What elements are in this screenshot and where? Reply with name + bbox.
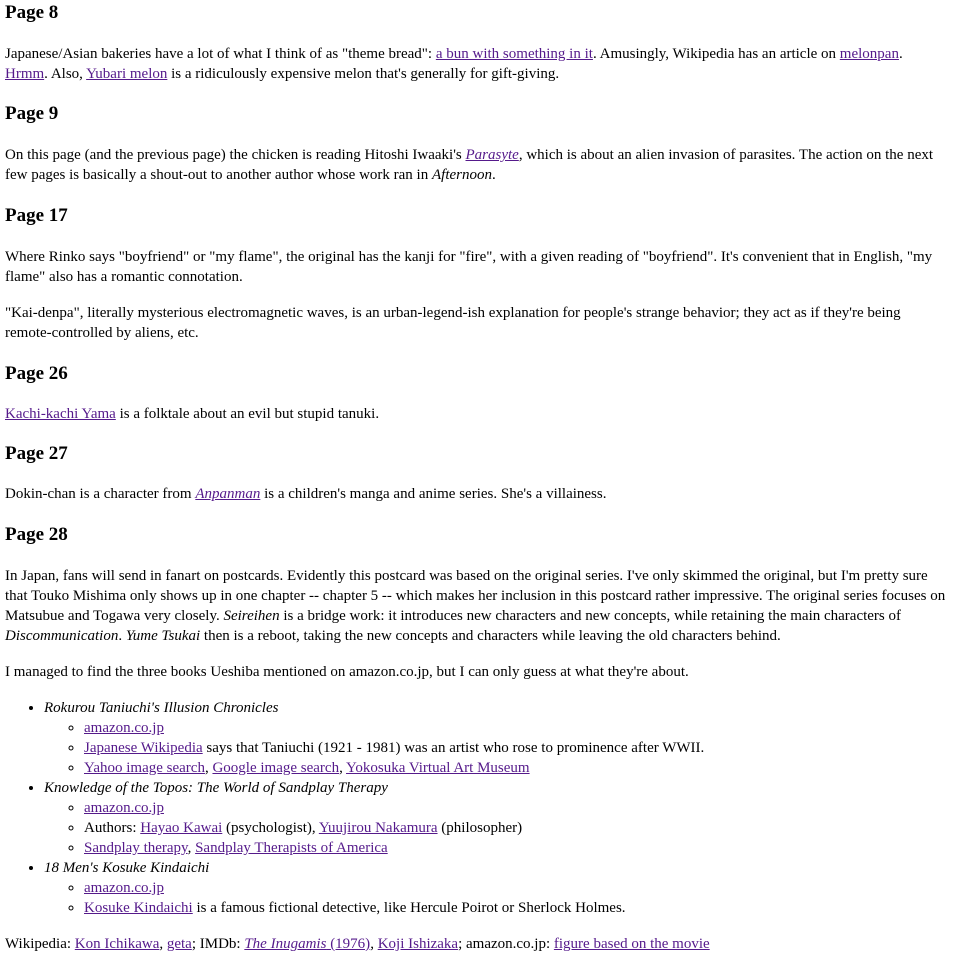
link-kachi-kachi-yama[interactable]: Kachi-kachi Yama [5, 406, 116, 422]
book-title: Rokurou Taniuchi's Illusion Chronicles [44, 700, 279, 716]
list-item [84, 818, 948, 838]
separator: , [187, 840, 196, 856]
book-item [44, 858, 948, 918]
text: . Amusingly, Wikipedia has an article on [592, 46, 840, 62]
page-27-paragraph [5, 484, 948, 504]
book-title: Knowledge of the Topos: The World of Sandplay Therapy [44, 780, 388, 796]
text: Authors: [84, 820, 141, 836]
book-title: 18 Men's Kosuke Kindaichi [44, 860, 210, 876]
link-kon-ichikawa[interactable]: Kon Ichikawa [74, 936, 160, 952]
separator: , [370, 936, 378, 952]
link-parasyte-label: Parasyte [465, 147, 519, 163]
page-28-footer-links [5, 934, 948, 954]
page-8-paragraph [5, 44, 948, 84]
text: Wikipedia: [5, 936, 75, 952]
link-bun[interactable]: a bun with something in it [435, 46, 593, 62]
page-9-paragraph [5, 145, 948, 185]
title-seireihen: Seireihen [223, 608, 280, 624]
separator: , [204, 760, 213, 776]
title-discommunication: Discommunication [5, 628, 119, 644]
text: (psychologist), [222, 820, 319, 836]
title-yume-tsukai: Yume Tsukai [125, 628, 201, 644]
link-sandplay-therapy[interactable]: Sandplay therapy [84, 840, 188, 856]
link-melonpan[interactable]: melonpan [839, 46, 899, 62]
page-28-paragraph-1 [5, 566, 948, 646]
text: is a famous fictional detective, like Hercule Poirot or Sherlock Holmes. [192, 900, 626, 916]
link-sandplay-therapists[interactable]: Sandplay Therapists of America [195, 840, 388, 856]
list-item [84, 798, 948, 818]
list-item [84, 878, 948, 898]
section-page-27 [5, 443, 948, 504]
text: In Japan, fans will send in fanart on postcards. Evidently this postcard was based on the original series. I've only skimmed the original, but I'm pretty sure that Touko Mishima only shows up in one chapter -- chapter 5 -- which makes her inclusion in this postcard rather impressive. The original series focuses on Matsubue and Togawa very closely. [5, 568, 946, 624]
text: , which is about an alien invasion of parasites. The action on the next few pages is basically a shout-out to another author whose work ran in [5, 147, 934, 183]
link-the-inugamis-title: The Inugamis [244, 936, 327, 952]
list-item [84, 738, 948, 758]
page-9-heading: Page 9 [5, 103, 59, 124]
book-item [44, 778, 948, 858]
page-8-heading: Page 8 [5, 2, 59, 23]
list-item [84, 898, 948, 918]
magazine-title: Afternoon [431, 167, 492, 183]
text: is a folktale about an evil but stupid tanuki. [115, 406, 380, 422]
section-page-9 [5, 103, 948, 185]
link-anpanman[interactable] [195, 486, 260, 502]
page-28-paragraph-2: I managed to find the three books Ueshiba mentioned on amazon.co.jp, but I can only guess at what they're about. [5, 664, 689, 680]
page-27-heading: Page 27 [5, 443, 68, 464]
page-28-heading: Page 28 [5, 524, 68, 545]
books-list [5, 698, 948, 918]
separator: , [339, 760, 347, 776]
list-item [84, 758, 948, 778]
text: is a bridge work: it introduces new characters and new concepts, while retaining the main characters of [279, 608, 902, 624]
page-26-paragraph [5, 404, 948, 424]
separator: , [159, 936, 167, 952]
text: . Also, [44, 66, 87, 82]
list-item [84, 718, 948, 738]
text: . [898, 46, 903, 62]
text: On this page (and the previous page) the chicken is reading Hitoshi Iwaaki's [5, 147, 466, 163]
link-hayao-kawai[interactable]: Hayao Kawai [140, 820, 223, 836]
section-page-26 [5, 363, 948, 424]
link-parasyte[interactable] [466, 147, 519, 163]
page-17-paragraph-1: Where Rinko says "boyfriend" or "my flame", the original has the kanji for "fire", with a given reading of "boyfriend". It's convenient that in English, "my flame" also has a romantic connotation. [5, 249, 933, 285]
link-japanese-wikipedia[interactable]: Japanese Wikipedia [84, 740, 203, 756]
text: is a ridiculously expensive melon that's generally for gift-giving. [167, 66, 560, 82]
text: then is a reboot, taking the new concepts and characters while leaving the old characters behind. [200, 628, 781, 644]
link-yuujirou-nakamura[interactable]: Yuujirou Nakamura [318, 820, 438, 836]
link-yokosuka-museum[interactable]: Yokosuka Virtual Art Museum [346, 760, 530, 776]
text: is a children's manga and anime series. She's a villainess. [260, 486, 607, 502]
link-amazon[interactable]: amazon.co.jp [84, 800, 164, 816]
book-links [44, 718, 948, 778]
link-amazon[interactable]: amazon.co.jp [84, 720, 164, 736]
link-geta[interactable]: geta [166, 936, 192, 952]
text: . [491, 167, 496, 183]
link-koji-ishizaka[interactable]: Koji Ishizaka [377, 936, 459, 952]
text: (philosopher) [437, 820, 523, 836]
link-figure-movie[interactable]: figure based on the movie [553, 936, 710, 952]
text: Dokin-chan is a character from [5, 486, 196, 502]
text: ; amazon.co.jp: [458, 936, 554, 952]
book-item [44, 698, 948, 778]
text: . [118, 628, 126, 644]
link-google-image-search[interactable]: Google image search [212, 760, 340, 776]
page-26-heading: Page 26 [5, 363, 68, 384]
link-amazon[interactable]: amazon.co.jp [84, 880, 164, 896]
link-hrmm[interactable]: Hrmm [5, 66, 45, 82]
link-yahoo-image-search[interactable]: Yahoo image search [84, 760, 205, 776]
text: ; IMDb: [191, 936, 245, 952]
list-item [84, 838, 948, 858]
section-page-8 [5, 2, 948, 84]
book-links [44, 798, 948, 858]
page-17-heading: Page 17 [5, 205, 68, 226]
link-anpanman-label: Anpanman [195, 486, 261, 502]
link-kosuke-kindaichi[interactable]: Kosuke Kindaichi [84, 900, 193, 916]
text: says that Taniuchi (1921 - 1981) was an artist who rose to prominence after WWII. [202, 740, 705, 756]
section-page-17 [5, 205, 948, 343]
book-links [44, 878, 948, 918]
link-the-inugamis-year: (1976) [326, 936, 371, 952]
page-17-paragraph-2: "Kai-denpa", literally mysterious electromagnetic waves, is an urban-legend-ish explanation for people's strange behavior; they act as if they're being remote-controlled by aliens, etc. [5, 305, 901, 341]
link-yubari-melon[interactable]: Yubari melon [86, 66, 168, 82]
text: Japanese/Asian bakeries have a lot of what I think of as "theme bread": [5, 46, 436, 62]
section-page-28 [5, 524, 948, 954]
